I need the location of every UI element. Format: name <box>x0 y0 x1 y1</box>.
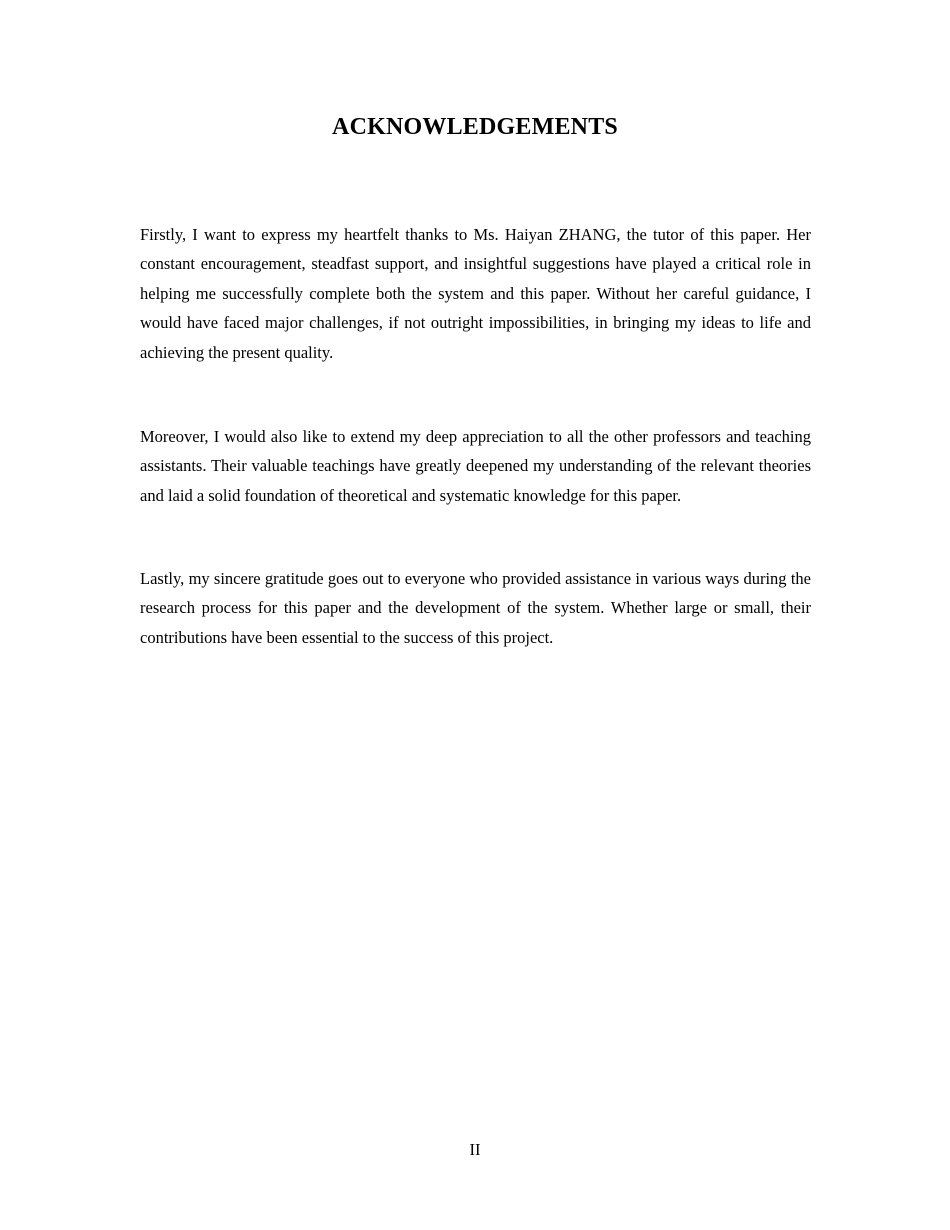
page-number: II <box>469 1140 481 1159</box>
page-title: ACKNOWLEDGEMENTS <box>332 114 618 140</box>
acknowledgement-paragraph-2: Moreover, I would also like to extend my deep appreciation to all the other professors and teaching assistants. Their valuable teachings have greatly deepened my understanding of the relevant theories and laid a solid foundation of theoretical and systematic knowledge for this paper. <box>140 427 811 505</box>
acknowledgement-paragraph-1: Firstly, I want to express my heartfelt thanks to Ms. Haiyan ZHANG, the tutor of this paper. Her constant encouragement, steadfast support, and insightful suggestions have played a critical role in helping me successfully complete both the system and this paper. Without her careful guidance, I would have faced major challenges, if not outright impossibilities, in bringing my ideas to life and achieving the present quality. <box>140 225 811 362</box>
acknowledgement-paragraph-3: Lastly, my sincere gratitude goes out to everyone who provided assistance in various ways during the research process for this paper and the development of the system. Whether large or small, their contributions have been essential to the success of this project. <box>140 569 811 647</box>
